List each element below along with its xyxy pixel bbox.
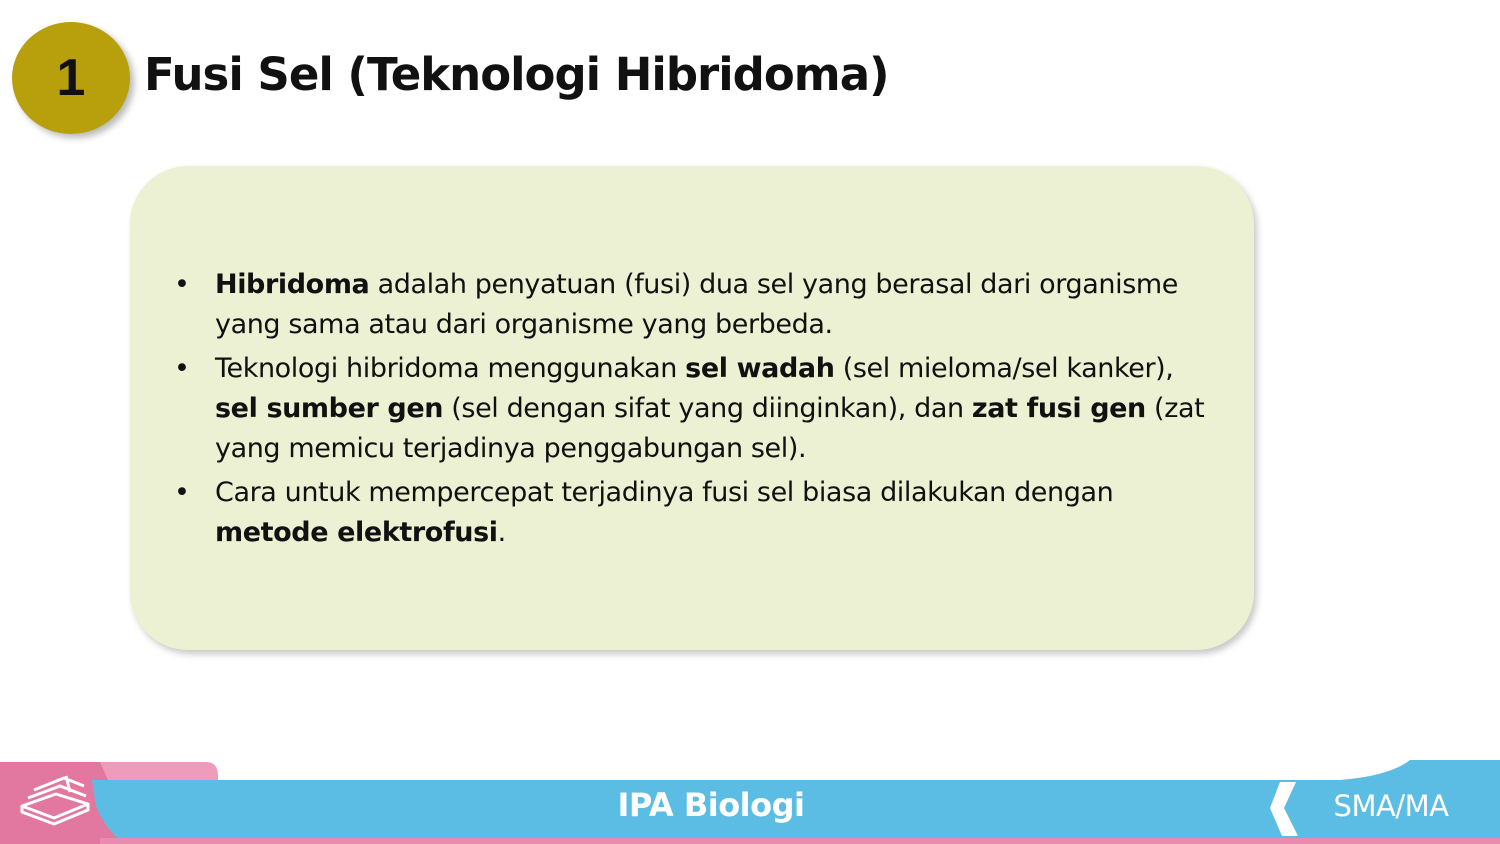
- bullet-text: (sel dengan sifat yang diinginkan), dan: [443, 393, 972, 424]
- bullet-bold-text: Hibridoma: [215, 269, 370, 300]
- footer-level: SMA/MA: [1333, 789, 1449, 823]
- slide-number: 1: [56, 49, 86, 107]
- bullet-bold-text: metode elektrofusi: [215, 517, 498, 548]
- footer-subject: IPA Biologi: [617, 786, 805, 824]
- bullet-bold-text: zat fusi gen: [971, 393, 1146, 424]
- bullet-item: [174, 473, 1224, 553]
- page-title: Fusi Sel (Teknologi Hibridoma): [144, 48, 889, 101]
- bullet-list: [174, 265, 1224, 557]
- bullet-bold-text: sel wadah: [685, 353, 835, 384]
- bullet-text: Cara untuk mempercepat terjadinya fusi sel biasa dilakukan dengan: [215, 477, 1114, 508]
- bullet-text: (sel mieloma/sel kanker),: [834, 353, 1174, 384]
- bullet-item: [174, 349, 1224, 469]
- bullet-bold-text: sel sumber gen: [215, 393, 444, 424]
- books-icon: [16, 770, 96, 830]
- bullet-text: adalah penyatuan (fusi) dua sel yang berasal dari organisme yang sama atau dari organisme yang berbeda.: [215, 269, 1178, 340]
- bullet-text: (zat yang memicu terjadinya penggabungan sel).: [215, 393, 1205, 464]
- bullet-dot-icon: •: [174, 269, 190, 300]
- bullet-dot-icon: •: [174, 353, 190, 384]
- bullet-text: .: [497, 517, 506, 548]
- slide-number-badge: [12, 22, 130, 134]
- bullet-dot-icon: •: [174, 477, 190, 508]
- bullet-item: [174, 265, 1224, 345]
- footer-bar: [0, 756, 1500, 844]
- content-box: [130, 166, 1254, 650]
- bullet-text: Teknologi hibridoma menggunakan: [215, 353, 686, 384]
